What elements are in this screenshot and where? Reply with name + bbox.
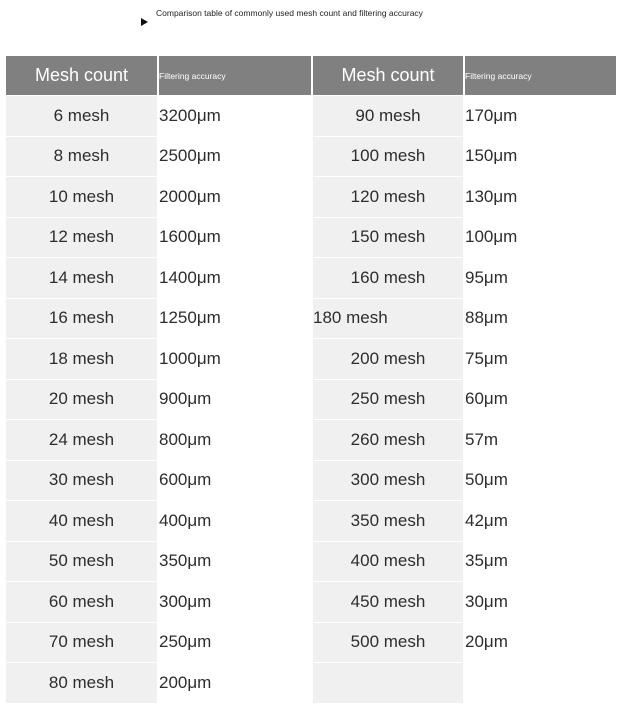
mesh-cell: 160 mesh (313, 258, 463, 298)
mesh-cell: 8 mesh (6, 137, 157, 177)
accuracy-cell: 95μm (465, 258, 616, 298)
table-row (6, 177, 616, 217)
accuracy-cell: 35μm (465, 542, 616, 582)
accuracy-cell: 50μm (465, 461, 616, 501)
mesh-cell: 18 mesh (6, 339, 157, 379)
accuracy-cell: 150μm (465, 137, 616, 177)
table-row (6, 582, 616, 622)
mesh-cell: 20 mesh (6, 380, 157, 420)
empty-cell (465, 663, 616, 703)
table-row (6, 137, 616, 177)
mesh-cell: 16 mesh (6, 299, 157, 339)
mesh-cell: 10 mesh (6, 177, 157, 217)
play-arrow-icon (141, 18, 148, 26)
mesh-cell: 50 mesh (6, 542, 157, 582)
accuracy-cell: 130μm (465, 177, 616, 217)
accuracy-cell: 2500μm (159, 137, 311, 177)
accuracy-cell: 60μm (465, 380, 616, 420)
accuracy-cell: 75μm (465, 339, 616, 379)
table-row (6, 501, 616, 541)
table-row (6, 299, 616, 339)
mesh-cell: 24 mesh (6, 420, 157, 460)
accuracy-cell: 200μm (159, 663, 311, 703)
mesh-cell: 40 mesh (6, 501, 157, 541)
mesh-cell: 6 mesh (6, 96, 157, 136)
accuracy-cell: 300μm (159, 582, 311, 622)
mesh-cell: 180 mesh (313, 299, 463, 339)
mesh-accuracy-table (4, 55, 618, 704)
mesh-cell: 70 mesh (6, 623, 157, 663)
table-row (6, 663, 616, 703)
empty-cell (313, 663, 463, 703)
accuracy-cell: 1600μm (159, 218, 311, 258)
accuracy-cell: 1000μm (159, 339, 311, 379)
accuracy-cell: 900μm (159, 380, 311, 420)
mesh-cell: 500 mesh (313, 623, 463, 663)
mesh-cell: 200 mesh (313, 339, 463, 379)
mesh-cell: 260 mesh (313, 420, 463, 460)
accuracy-cell: 42μm (465, 501, 616, 541)
accuracy-cell: 600μm (159, 461, 311, 501)
accuracy-cell: 1250μm (159, 299, 311, 339)
table-row (6, 623, 616, 663)
mesh-cell: 250 mesh (313, 380, 463, 420)
header-filtering-accuracy-left: Filtering accuracy (159, 56, 311, 95)
mesh-cell: 80 mesh (6, 663, 157, 703)
header-filtering-accuracy-right: Filtering accuracy (465, 56, 616, 95)
table-row (6, 380, 616, 420)
table-row (6, 461, 616, 501)
mesh-cell: 60 mesh (6, 582, 157, 622)
accuracy-cell: 57m (465, 420, 616, 460)
table-row (6, 96, 616, 136)
table-row (6, 258, 616, 298)
mesh-cell: 150 mesh (313, 218, 463, 258)
accuracy-cell: 400μm (159, 501, 311, 541)
accuracy-cell: 1400μm (159, 258, 311, 298)
accuracy-cell: 350μm (159, 542, 311, 582)
mesh-cell: 450 mesh (313, 582, 463, 622)
header-row (6, 56, 616, 95)
accuracy-cell: 20μm (465, 623, 616, 663)
table-row (6, 339, 616, 379)
accuracy-cell: 800μm (159, 420, 311, 460)
mesh-cell: 300 mesh (313, 461, 463, 501)
accuracy-cell: 250μm (159, 623, 311, 663)
header-mesh-count-right: Mesh count (313, 56, 463, 95)
mesh-cell: 400 mesh (313, 542, 463, 582)
mesh-cell: 14 mesh (6, 258, 157, 298)
header-mesh-count-left: Mesh count (6, 56, 157, 95)
table-caption: Comparison table of commonly used mesh count and filtering accuracy (156, 8, 423, 18)
accuracy-cell: 170μm (465, 96, 616, 136)
table-row (6, 218, 616, 258)
accuracy-cell: 88μm (465, 299, 616, 339)
mesh-cell: 350 mesh (313, 501, 463, 541)
mesh-cell: 90 mesh (313, 96, 463, 136)
mesh-cell: 120 mesh (313, 177, 463, 217)
table-row (6, 542, 616, 582)
accuracy-cell: 100μm (465, 218, 616, 258)
accuracy-cell: 3200μm (159, 96, 311, 136)
mesh-cell: 30 mesh (6, 461, 157, 501)
accuracy-cell: 30μm (465, 582, 616, 622)
mesh-cell: 12 mesh (6, 218, 157, 258)
accuracy-cell: 2000μm (159, 177, 311, 217)
table-row (6, 420, 616, 460)
mesh-cell: 100 mesh (313, 137, 463, 177)
